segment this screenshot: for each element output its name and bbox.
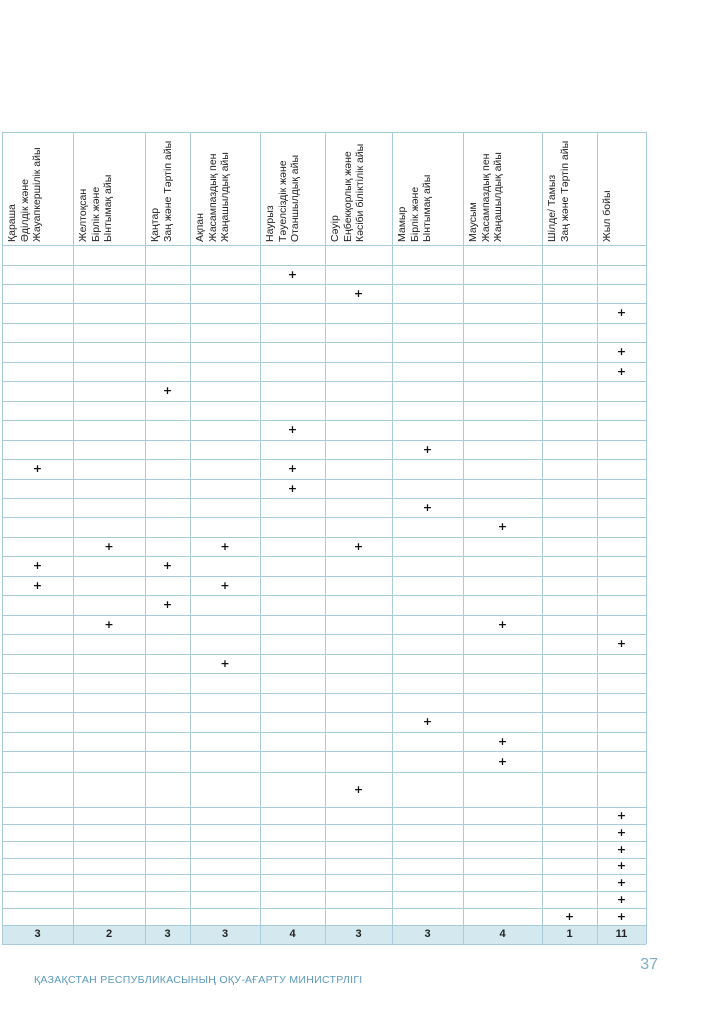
column-header	[329, 144, 367, 242]
plus-mark: +	[616, 364, 627, 378]
plus-mark: +	[353, 782, 364, 796]
column-header	[77, 175, 115, 242]
plus-mark: +	[616, 892, 627, 906]
column-header-line: Жыл бойы	[601, 190, 613, 242]
plus-mark: +	[422, 715, 433, 728]
column-header-line: Ынтымақ айы	[421, 174, 433, 242]
column-total: 3	[221, 928, 229, 940]
column-header	[467, 152, 505, 242]
column-header-line: Тәуелсіздік және	[276, 160, 289, 242]
column-total: 3	[34, 928, 41, 940]
plus-mark: +	[287, 267, 298, 281]
column-header-line: Желтоқсан	[77, 188, 89, 242]
plus-mark: +	[422, 442, 433, 456]
plus-mark: +	[564, 909, 575, 923]
plus-mark: +	[616, 825, 627, 839]
column-total: 3	[355, 928, 362, 940]
column-total: 3	[424, 928, 431, 940]
plus-mark: +	[616, 345, 627, 358]
column-total: 2	[105, 928, 113, 940]
column-header-line: Кәсіби біліктілік айы	[354, 143, 366, 242]
plus-mark: +	[220, 539, 230, 553]
plus-mark: +	[104, 617, 114, 631]
plus-mark: +	[616, 808, 627, 822]
column-header-line: Жауапкершілік айы	[31, 147, 43, 242]
column-header	[601, 190, 614, 242]
footer-ministry-title: ҚАЗАҚСТАН РЕСПУБЛИКАСЫНЫҢ ОҚУ-АҒАРТУ МИНИСТРЛІГІ	[34, 974, 363, 986]
plus-mark: +	[422, 500, 433, 514]
column-total: 4	[499, 928, 506, 940]
column-header-line: Заң және Тәртіп айы	[558, 140, 571, 242]
column-total: 1	[566, 928, 573, 940]
plus-mark: +	[287, 481, 298, 495]
plus-mark: +	[497, 734, 508, 748]
plus-mark: +	[287, 462, 298, 475]
column-header	[264, 155, 302, 242]
column-header-line: Әділдік және	[18, 179, 31, 242]
plus-mark: +	[220, 578, 230, 592]
column-header-line: Сәуір	[329, 215, 341, 242]
plus-mark: +	[162, 598, 173, 611]
column-header-line: Жаңашылдық айы	[219, 152, 231, 242]
column-header-line: Жаңашылдық айы	[492, 152, 504, 242]
plus-mark: +	[104, 539, 114, 553]
plus-mark: +	[616, 909, 627, 923]
plus-mark: +	[616, 842, 627, 856]
column-header	[194, 152, 232, 242]
column-header-line: Заң және Тәртіп айы	[161, 140, 174, 242]
column-header-line: Жасампаздық пен	[206, 153, 219, 242]
column-header-line: Ынтымақ айы	[102, 174, 114, 242]
column-header-line: Отаншылдық айы	[289, 154, 301, 242]
plus-mark: +	[616, 859, 627, 872]
plus-mark: +	[497, 520, 508, 533]
column-header-line: Ақпан	[194, 213, 206, 242]
column-header-line: Жасампаздық пен	[479, 153, 492, 242]
column-header-line: Бірлік және	[408, 186, 421, 242]
column-header-line: Қараша	[6, 204, 18, 242]
column-header	[6, 147, 44, 242]
plus-mark: +	[616, 306, 627, 319]
column-header	[149, 141, 174, 242]
plus-mark: +	[497, 754, 508, 768]
column-header	[546, 141, 571, 242]
column-total: 4	[289, 928, 296, 940]
plus-mark: +	[32, 578, 43, 592]
column-header-line: Маусым	[467, 202, 479, 242]
column-header-line: Шілде/ Тамыз	[546, 174, 558, 242]
plus-mark: +	[287, 423, 298, 436]
column-total: 11	[615, 928, 628, 940]
plus-mark: +	[162, 559, 173, 572]
plus-mark: +	[616, 875, 627, 889]
plus-mark: +	[497, 617, 508, 631]
column-header-line: Наурыз	[264, 205, 276, 242]
column-header	[396, 175, 434, 242]
plus-mark: +	[32, 559, 43, 572]
column-header-line: Бірлік және	[89, 186, 102, 242]
column-total: 3	[164, 928, 171, 940]
plus-mark: +	[353, 286, 364, 300]
plus-mark: +	[162, 384, 173, 397]
plus-mark: +	[32, 462, 43, 475]
plus-mark: +	[616, 637, 627, 650]
plus-mark: +	[353, 539, 364, 553]
page-number: 37	[640, 956, 658, 973]
column-header-line: Еңбекқорлық және	[341, 151, 354, 242]
column-header-line: Қаңтар	[149, 207, 161, 242]
column-header-line: Мамыр	[396, 206, 408, 242]
plus-mark: +	[220, 656, 230, 670]
